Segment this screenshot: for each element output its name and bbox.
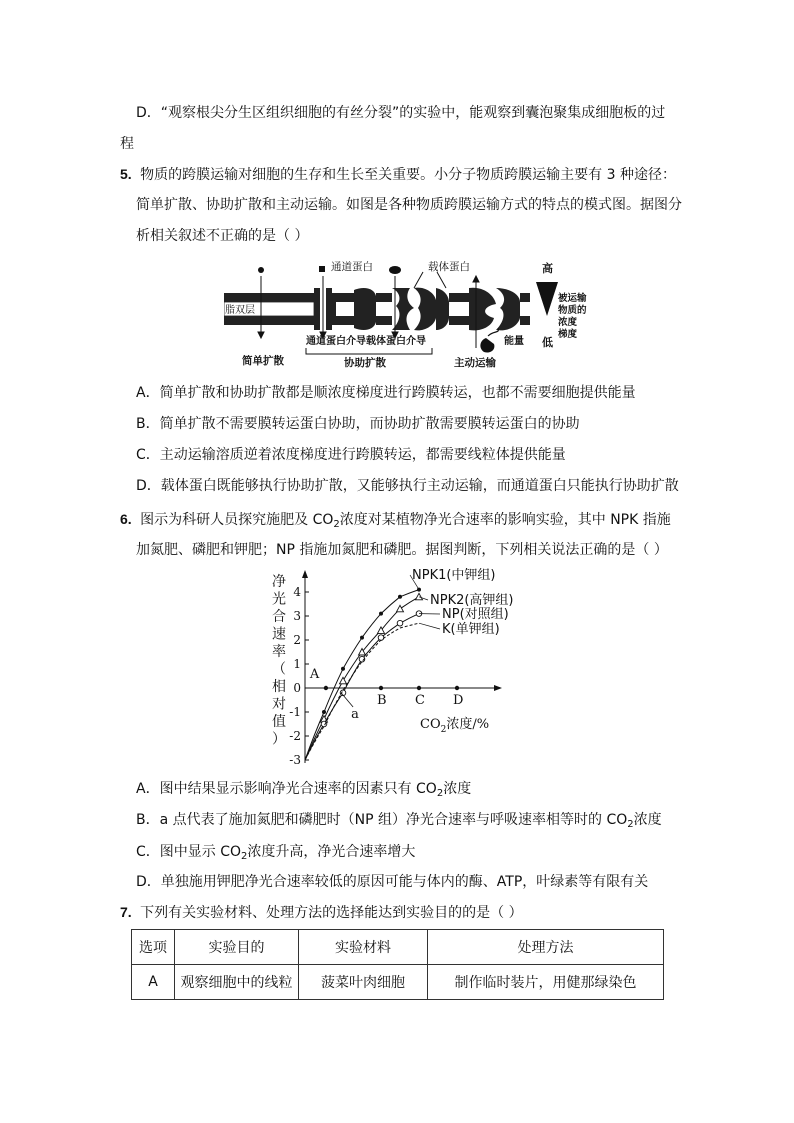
series-point-dot bbox=[360, 636, 364, 640]
table-cell: 菠菜叶肉细胞 bbox=[299, 965, 428, 1000]
gradient-label-2: 物质的 bbox=[558, 305, 587, 316]
series-point-dot bbox=[341, 667, 345, 671]
gradient-label-3: 浓度 bbox=[558, 317, 578, 328]
channel-mediated-label: 通道蛋白介导 bbox=[306, 336, 366, 347]
x-axis-arrow-icon bbox=[494, 685, 502, 691]
q6-stem-text1b: 浓度对某植物净光合速率的影响实验，其中 NPK 指施 bbox=[339, 512, 671, 528]
y-tick-label: -3 bbox=[289, 753, 301, 767]
q6-stem-line1 bbox=[120, 509, 671, 530]
y-tick-label: 3 bbox=[293, 609, 301, 623]
q5-stem-line1 bbox=[120, 164, 676, 185]
low-label: 低 bbox=[542, 336, 553, 349]
series-point-dot bbox=[398, 595, 402, 599]
x-axis-label-sub: 2 bbox=[440, 725, 447, 735]
series-line bbox=[305, 623, 419, 760]
y-ticks bbox=[289, 585, 309, 767]
x-tick-mark bbox=[324, 686, 328, 690]
y-axis-label-char: 光 bbox=[272, 591, 286, 608]
series-name-label: NPK2(高钾组) bbox=[430, 593, 514, 608]
table-header-cell: 实验目的 bbox=[175, 930, 299, 965]
q6-option-c-text: C．图中显示 CO bbox=[136, 844, 242, 860]
q6-stem-line2: 加氮肥、磷肥和钾肥；NP 指施加氮肥和磷肥。据图判断，下列相关说法正确的是（ ） bbox=[136, 542, 668, 558]
gradient-label-1: 被运输 bbox=[558, 293, 587, 304]
q6-number: 6. bbox=[120, 511, 132, 527]
membrane-transport-figure bbox=[224, 258, 594, 374]
q5-option-d: D．载体蛋白既能够执行协助扩散，又能够执行主动运输，而通道蛋白只能执行协助扩散 bbox=[136, 478, 679, 494]
x-tick-label: D bbox=[453, 693, 464, 708]
energy-label: 能量 bbox=[504, 336, 524, 347]
q5-number: 5. bbox=[120, 166, 132, 182]
q4-option-d-line1: D．“观察根尖分生区组织细胞的有丝分裂”的实验中，能观察到囊泡聚集成细胞板的过 bbox=[136, 105, 666, 121]
x-tick-mark bbox=[379, 686, 383, 690]
q5-option-b: B．简单扩散不需要膜转运蛋白协助，而协助扩散需要膜转运蛋白的协助 bbox=[136, 416, 580, 432]
series-point-circle bbox=[321, 721, 327, 727]
y-tick-label: -2 bbox=[289, 729, 301, 743]
y-tick-label: 2 bbox=[293, 633, 301, 647]
q6-stem-text1a: 图示为科研人员探究施肥及 CO bbox=[140, 512, 334, 528]
y-tick-label: 1 bbox=[293, 657, 301, 671]
x-tick-mark bbox=[455, 686, 459, 690]
q4-option-d-line2: 程 bbox=[120, 136, 134, 152]
x-tick-label: C bbox=[415, 693, 425, 708]
q6-option-c-sub: 2 bbox=[241, 851, 248, 862]
y-axis-label-char: 相 bbox=[272, 679, 286, 695]
y-tick-label: 0 bbox=[293, 681, 301, 695]
lipid-bilayer-label: 脂双层 bbox=[225, 305, 255, 316]
series-point-triangle bbox=[397, 605, 404, 612]
q7-number: 7. bbox=[120, 904, 132, 920]
series-point-triangle bbox=[416, 593, 423, 600]
y-axis-label-char: 值 bbox=[272, 714, 286, 730]
q6-option-b bbox=[136, 810, 662, 830]
q5-stem-line3: 析相关叙述不正确的是（ ） bbox=[136, 228, 309, 244]
series-name-label: NP(对照组) bbox=[442, 607, 509, 622]
q6-option-a bbox=[136, 779, 471, 799]
q6-option-a-text: A．图中结果显示影响净光合速率的因素只有 CO bbox=[136, 781, 437, 797]
high-label: 高 bbox=[542, 262, 553, 275]
q6-option-b-text: B．a 点代表了施加氮肥和磷肥时（NP 组）净光合速率与呼吸速率相等时的 CO bbox=[136, 812, 628, 828]
carrier-protein-label: 载体蛋白 bbox=[428, 261, 470, 273]
y-axis-label-char: 净 bbox=[272, 574, 286, 590]
series-label-leader bbox=[419, 623, 440, 629]
q6-option-a-tail: 浓度 bbox=[443, 781, 472, 797]
gradient-triangle-icon bbox=[536, 282, 558, 316]
active-transport-label: 主动运输 bbox=[454, 357, 496, 369]
series-name-label: NPK1(中钾组) bbox=[412, 568, 496, 583]
chart-series bbox=[305, 588, 423, 760]
series-point-triangle bbox=[340, 677, 347, 684]
y-tick-label: -1 bbox=[289, 705, 301, 719]
net-photosynthesis-chart bbox=[270, 568, 540, 770]
series-line bbox=[305, 590, 419, 760]
q7-table bbox=[131, 929, 664, 1000]
q6-option-a-sub: 2 bbox=[436, 788, 444, 799]
channel-protein-label: 通道蛋白 bbox=[331, 261, 373, 273]
table-cell: A bbox=[132, 965, 175, 1000]
series-point-dot bbox=[379, 612, 383, 616]
y-axis-label bbox=[272, 574, 286, 748]
series-point-circle bbox=[397, 620, 403, 626]
x-tick-label: B bbox=[377, 693, 387, 708]
y-axis-label-char: （ bbox=[272, 661, 286, 678]
table-header-cell: 实验材料 bbox=[299, 930, 428, 965]
q6-option-c bbox=[136, 842, 415, 862]
x-tick-mark bbox=[417, 686, 421, 690]
table-cell: 观察细胞中的线粒 bbox=[175, 965, 299, 1000]
y-tick-label: 4 bbox=[293, 585, 301, 599]
y-axis-label-char: 率 bbox=[272, 644, 286, 660]
q6-option-b-sub: 2 bbox=[627, 819, 634, 830]
table-header-cell: 处理方法 bbox=[428, 930, 664, 965]
gradient-label-4: 梯度 bbox=[558, 329, 578, 340]
series-line bbox=[305, 614, 419, 760]
y-axis-label-char: 对 bbox=[272, 696, 286, 713]
x-axis-label-b: 浓度/% bbox=[446, 717, 490, 732]
series-name-label: K(单钾组) bbox=[442, 622, 500, 637]
y-axis-label-char: 合 bbox=[272, 609, 286, 625]
table-header-cell: 选项 bbox=[132, 930, 175, 965]
q6-stem-sub: 2 bbox=[333, 519, 340, 530]
q6-option-d: D．单独施用钾肥净光合速率较低的原因可能与体内的酶、ATP，叶绿素等有限有关 bbox=[136, 874, 649, 890]
y-axis-arrow-icon bbox=[302, 570, 308, 578]
point-a-label: a bbox=[351, 707, 359, 722]
q7-stem-text: 下列有关实验材料、处理方法的选择能达到实验目的的是（ ） bbox=[140, 905, 523, 921]
q5-stem-line2: 简单扩散、协助扩散和主动运输。如图是各种物质跨膜运输方式的特点的模式图。据图分 bbox=[136, 197, 682, 213]
q5-option-c: C．主动运输溶质逆着浓度梯度进行跨膜转运，都需要线粒体提供能量 bbox=[136, 447, 566, 463]
x-tick-label: A bbox=[309, 667, 320, 682]
table-row bbox=[132, 965, 664, 1000]
q7-stem-line bbox=[120, 902, 523, 923]
q6-option-c-tail: 浓度升高，净光合速率增大 bbox=[247, 844, 416, 860]
simple-diffusion-label: 简单扩散 bbox=[242, 355, 284, 367]
point-a-leader bbox=[341, 693, 353, 707]
series-labels bbox=[410, 568, 514, 637]
y-axis-label-char: ） bbox=[272, 731, 286, 748]
q6-option-b-tail: 浓度 bbox=[633, 812, 662, 828]
series-point-dot bbox=[322, 710, 326, 714]
carrier-mediated-label: 载体蛋白介导 bbox=[366, 336, 426, 347]
x-axis-label-a: CO bbox=[420, 717, 441, 732]
facilitated-diffusion-label: 协助扩散 bbox=[344, 357, 386, 369]
y-axis-label-char: 速 bbox=[272, 626, 286, 643]
q5-option-a: A．简单扩散和协助扩散都是顺浓度梯度进行跨膜转运，也都不需要细胞提供能量 bbox=[136, 385, 636, 401]
q5-stem-text1: 物质的跨膜运输对细胞的生存和生长至关重要。小分子物质跨膜运输主要有 3 种途径： bbox=[140, 167, 676, 183]
x-axis-label bbox=[420, 716, 489, 735]
table-cell: 制作临时装片，用健那绿染色 bbox=[428, 965, 664, 1000]
table-header-row bbox=[132, 930, 664, 965]
